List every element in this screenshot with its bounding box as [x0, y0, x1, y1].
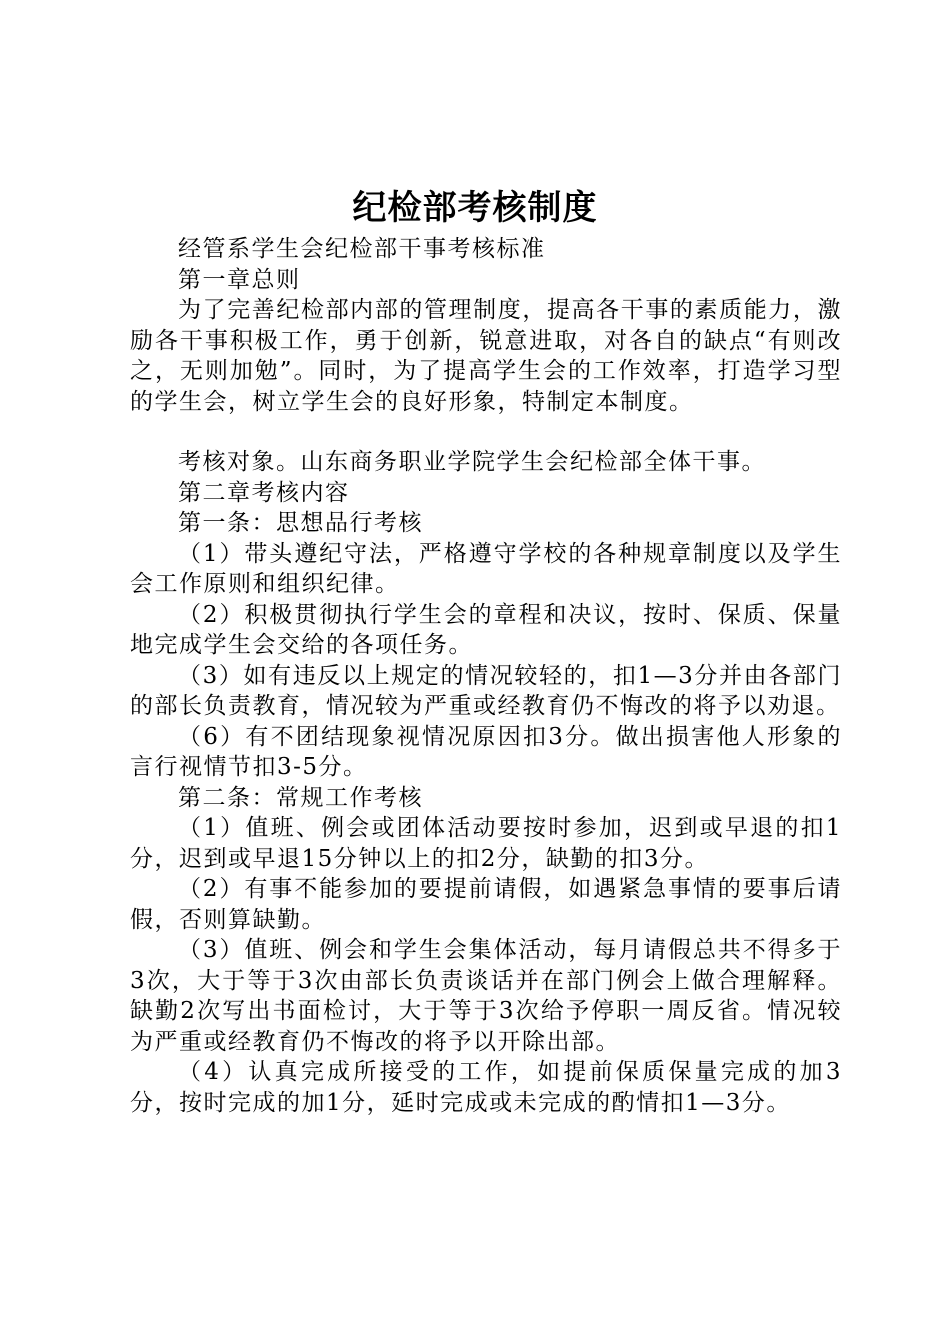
paragraph-assessment-target: 考核对象。山东商务职业学院学生会纪检部全体干事。: [178, 449, 766, 475]
paragraph-chapter-1-heading: 第一章总则: [178, 266, 301, 293]
paragraph-article-2-item-3: （3）值班、例会和学生会集体活动，每月请假总共不得多于3次，大于等于3次由部长负责谈话并在部门例会上做合理解释。缺勤2次写出书面检讨，大于等于3次给予停职一周反省。情况较为严重或经教育仍不悔改的将予以开除出部。: [130, 937, 842, 1055]
document-body: [130, 234, 842, 1118]
paragraph-article-1-item-6: （6）有不团结现象视情况原因扣3分。做出损害他人形象的言行视情节扣3-5分。: [130, 723, 842, 780]
document-title: 纪检部考核制度: [352, 188, 598, 228]
paragraph-subtitle: 经管系学生会纪检部干事考核标准: [178, 236, 546, 262]
paragraph-article-1-item-2: （2）积极贯彻执行学生会的章程和决议，按时、保质、保量地完成学生会交给的各项任务。: [130, 601, 842, 658]
paragraph-article-1-heading: 第一条：思想品行考核: [178, 510, 423, 536]
paragraph-article-2-item-4: （4）认真完成所接受的工作，如提前保质保量完成的加3分，按时完成的加1分，延时完成或未完成的酌情扣1—3分。: [130, 1059, 842, 1116]
paragraph-article-2-item-1: （1）值班、例会或团体活动要按时参加，迟到或早退的扣1分，迟到或早退15分钟以上的扣2分，缺勤的扣3分。: [130, 815, 842, 872]
paragraph-purpose: 为了完善纪检部内部的管理制度，提高各干事的素质能力，激励各干事积极工作，勇于创新，锐意进取，对各自的缺点“有则改之，无则加勉”。同时，为了提高学生会的工作效率，打造学习型的学生会，树立学生会的良好形象，特制定本制度。: [130, 297, 842, 415]
paragraph-article-1-item-3: （3）如有违反以上规定的情况较轻的，扣1—3分并由各部门的部长负责教育，情况较为严重或经教育仍不悔改的将予以劝退。: [130, 662, 842, 719]
paragraph-article-2-item-2: （2）有事不能参加的要提前请假，如遇紧急事情的要事后请假，否则算缺勤。: [130, 876, 842, 933]
paragraph-chapter-2-heading: 第二章考核内容: [178, 479, 350, 506]
paragraph-article-2-heading: 第二条：常规工作考核: [178, 784, 423, 811]
paragraph-article-1-item-1: （1）带头遵纪守法，严格遵守学校的各种规章制度以及学生会工作原则和组织纪律。: [130, 540, 842, 597]
